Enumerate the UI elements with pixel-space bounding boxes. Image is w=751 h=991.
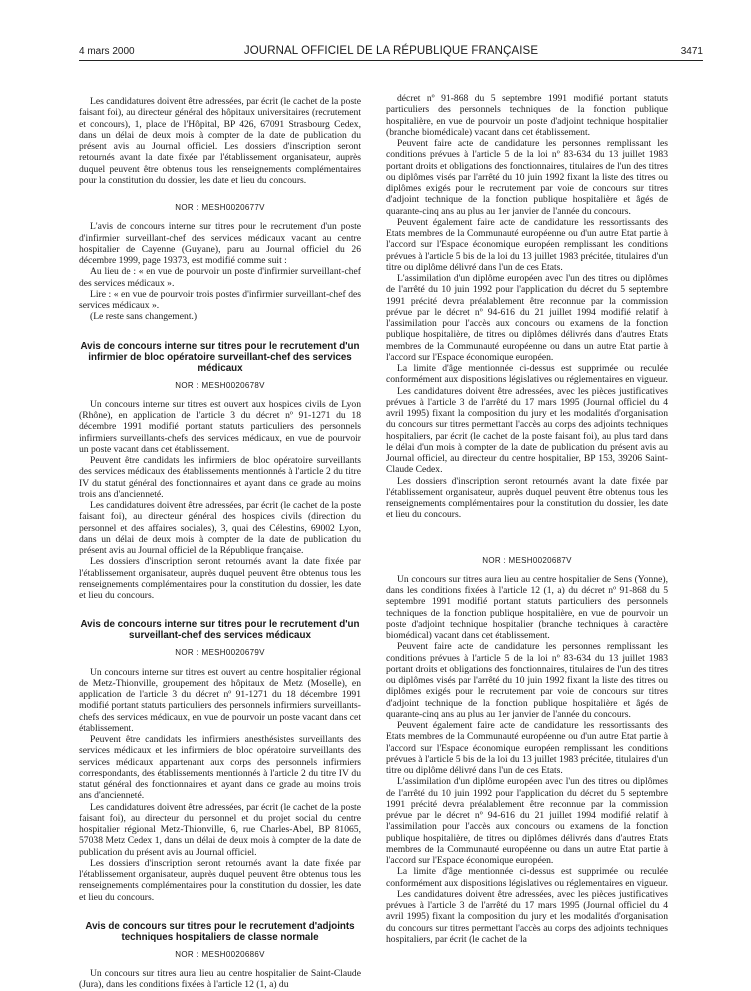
paragraph: Peuvent être candidats les infirmiers de bloc opératoire surveillants des services médicaux des établissements mentionnés à l'article 2 du titre IV du statut général des fonctionnaires et ayant dans ce grade au moins trois ans d'ancienneté. <box>79 455 361 500</box>
paragraph: Peuvent également faire acte de candidature les ressortissants des Etats membres de la Communauté européenne ou d'un autre Etat partie à l'accord sur l'Espace économique européen remplissant les conditions prévues à l'article 5 bis de la loi du 13 juillet 1983 précitée, titulaires d'un titre ou diplôme délivré dans l'un de ces Etats. <box>386 216 668 273</box>
nor-reference: NOR : MESH0020679V <box>175 648 265 658</box>
paragraph: Les dossiers d'inscription seront retournés avant la date fixée par l'établissement organisateur, auprès duquel peuvent être obtenus tous les renseignements complémentaires pour la constitution du dossier, les date et lieu du concours. <box>79 857 361 903</box>
section-title: Avis de concours interne sur titres pour le recrutement d'un infirmier de bloc opératoire surveillant-chef des services médicaux <box>80 340 360 374</box>
paragraph: Les dossiers d'inscription seront retournés avant la date fixée par l'établissement organisateur, auprès duquel peuvent être obtenus tous les renseignements complémentaires pour la constitution du dossier, les date et lieu du concours. <box>79 556 361 601</box>
nor-reference: NOR : MESH0020677V <box>175 203 265 212</box>
journal-title: JOURNAL OFFICIEL DE LA RÉPUBLIQUE FRANÇAISE <box>243 45 539 57</box>
paragraph: Un concours interne sur titres est ouvert aux hospices civils de Lyon (Rhône), en application de l'article 3 du décret nº 91-1271 du 18 décembre 1991 modifié portant statuts particuliers des personnels infirmiers surveillants-chefs des services médicaux, en vue de pourvoir un poste vacant dans cet établissement. <box>79 398 361 455</box>
paragraph: (Le reste sans changement.) <box>90 311 198 323</box>
paragraph: Les candidatures doivent être adressées, par écrit (le cachet de la poste faisant foi), au directeur général des hôpitaux universitaires (recrutement et concours), 1, place de l'Hôpital, BP 426, 67091 Strasbourg Cedex, dans un délai de deux mois à compter de la date de publication du présent avis au Journal officiel. Les dossiers d'inscription seront retournés avant la date fixée par l'établissement organisateur, auprès duquel peuvent être obtenus tous les renseignements complémentaires pour la constitution du dossier, les date et lieu du concours. <box>79 96 361 186</box>
paragraph: Lire : « en vue de pourvoir trois postes d'infirmier surveillant-chef des services médicaux ». <box>79 288 361 311</box>
page-number: 3471 <box>680 46 703 57</box>
paragraph: Peuvent être candidats les infirmiers anesthésistes surveillants des services médicaux et les infirmiers de bloc opératoire surveillants des services médicaux appartenant aux corps des personnels infirmiers correspondants, des établissements mentionnés à l'article 2 du titre IV du statut général des fonctionnaires et ayant dans ce grade au moins trois ans d'ancienneté. <box>79 734 361 802</box>
paragraph: Les candidatures doivent être adressées, avec les pièces justificatives prévues à l'article 3 de l'arrêté du 17 mars 1995 (Journal officiel du 4 avril 1995) fixant la composition du jury et les modalités d'organisation du concours sur titres permettant l'accès au corps des adjoints techniques hospitaliers, par écrit (le cachet de la <box>386 888 668 945</box>
section-title: Avis de concours sur titres pour le recrutement d'adjoints techniques hospitaliers de classe normale <box>85 920 355 943</box>
nor-reference: NOR : MESH0020687V <box>482 555 572 565</box>
nor-reference: NOR : MESH0020678V <box>175 380 265 390</box>
paragraph: La limite d'âge mentionnée ci-dessus est supprimée ou reculée conformément aux dispositions législatives ou réglementaires en vigueur. <box>386 866 668 889</box>
paragraph: La limite d'âge mentionnée ci-dessus est supprimée ou reculée conformément aux dispositions législatives ou réglementaires en vigueur. <box>386 363 668 386</box>
paragraph: Les candidatures doivent être adressées, avec les pièces justificatives prévues à l'article 3 de l'arrêté du 17 mars 1995 (Journal officiel du 4 avril 1995) fixant la composition du jury et les modalités d'organisation du concours sur titres permettant l'accès au corps des adjoints techniques hospitaliers, par écrit (le cachet de la poste faisant foi), au plus tard dans le délai d'un mois à compter de la date de publication du présent avis au Journal officiel, au directeur du centre hospitalier, BP 153, 39206 Saint-Claude Cedex. <box>386 385 668 476</box>
nor-reference: NOR : MESH0020686V <box>175 949 265 959</box>
paragraph: Peuvent faire acte de candidature les personnes remplissant les conditions prévues à l'article 5 de la loi nº 83-634 du 13 juillet 1983 portant droits et obligations des fonctionnaires, titulaires de l'un des titres ou diplômes visés par l'arrêté du 10 juin 1992 fixant la liste des titres ou diplômes exigés pour le recrutement par voie de concours sur titres d'adjoint technique de la fonction publique hospitalière et âgés de quarante-cinq ans au plus au 1er janvier de l'année du concours. <box>386 138 668 217</box>
page-header <box>79 44 703 60</box>
paragraph: Un concours sur titres aura lieu au centre hospitalier de Sens (Yonne), dans les conditions fixées à l'article 12 (1, a) du décret nº 91-868 du 5 septembre 1991 modifié portant statuts particuliers des personnels techniques de la fonction publique hospitalière, en vue de pourvoir un poste d'adjoint technique hospitalier (branche techniques à caractère biomédical) vacant dans cet établissement. <box>386 573 668 641</box>
paragraph: décret nº 91-868 du 5 septembre 1991 modifié portant statuts particuliers des personnels techniques de la fonction publique hospitalière, en vue de pourvoir un poste d'adjoint technique hospitalier (branche biomédicale) vacant dans cet établissement. <box>386 93 668 138</box>
left-column <box>79 96 361 991</box>
paragraph: Au lieu de : « en vue de pourvoir un poste d'infirmier surveillant-chef des services médicaux ». <box>79 266 361 289</box>
paragraph: L'avis de concours interne sur titres pour le recrutement d'un poste d'infirmier surveillant-chef des services médicaux vacant au centre hospitalier de Cayenne (Guyane), paru au Journal officiel du 26 décembre 1999, page 19373, est modifié comme suit : <box>79 221 361 266</box>
paragraph: L'assimilation d'un diplôme européen avec l'un des titres ou diplômes de l'arrêté du 10 juin 1992 pour l'application du décret du 5 septembre 1991 précité devra préalablement être reconnue par la commission prévue par le décret nº 94-616 du 21 juillet 1994 modifié relatif à l'assimilation pour l'accès aux concours ou examens de la fonction publique hospitalière, de titres ou diplômes délivrés dans d'autres Etats membres de la Communauté européenne ou dans un autre Etat partie à l'accord sur l'Espace économique européen. <box>386 273 668 363</box>
right-column <box>386 93 668 945</box>
section-title: Avis de concours interne sur titres pour le recrutement d'un surveillant-chef des services médicaux <box>80 619 360 642</box>
paragraph: Les candidatures doivent être adressées, par écrit (le cachet de la poste faisant foi), au directeur général des hospices civils (direction du personnel et des affaires sociales), 3, quai des Célestins, 69002 Lyon, dans un délai de deux mois à compter de la date de publication du présent avis au Journal officiel de la République française. <box>79 500 361 556</box>
paragraph: Les candidatures doivent être adressées, par écrit (le cachet de la poste faisant foi), au directeur du personnel et du projet social du centre hospitalier régional Metz-Thionville, 6, rue Charles-Abel, BP 81065, 57038 Metz Cedex 1, dans un délai de deux mois à compter de la date de publication du présent avis au Journal officiel. <box>79 801 361 858</box>
paragraph: Les dossiers d'inscription seront retournés avant la date fixée par l'établissement organisateur, auprès duquel peuvent être obtenus tous les renseignements complémentaires pour la constitution du dossier, les date et lieu du concours. <box>386 475 668 521</box>
header-date: 4 mars 2000 <box>79 46 135 57</box>
paragraph: Peuvent faire acte de candidature les personnes remplissant les conditions prévues à l'article 5 de la loi nº 83-634 du 13 juillet 1983 portant droits et obligations des fonctionnaires, titulaires de l'un des titres ou diplômes visés par l'arrêté du 10 juin 1992 fixant la liste des titres ou diplômes exigés pour le recrutement par voie de concours sur titres d'adjoint technique de la fonction publique hospitalière et âgés de quarante-cinq ans au plus au 1er janvier de l'année du concours. <box>386 641 668 720</box>
paragraph: Peuvent également faire acte de candidature les ressortissants des Etats membres de la Communauté européenne ou d'un autre Etat partie à l'accord sur l'Espace économique européen remplissant les conditions prévues à l'article 5 bis de la loi du 13 juillet 1983 précitée, titulaires d'un titre ou diplôme délivré dans l'un de ces Etats. <box>386 720 668 776</box>
paragraph: Un concours sur titres aura lieu au centre hospitalier de Saint-Claude (Jura), dans les conditions fixées à l'article 12 (1, a) du <box>79 968 361 991</box>
header-rule <box>79 60 703 61</box>
paragraph: Un concours interne sur titres est ouvert au centre hospitalier régional de Metz-Thionville, groupement des hôpitaux de Metz (Moselle), en application de l'article 3 du décret nº 91-1271 du 18 décembre 1991 modifié portant statuts particuliers des personnels infirmiers surveillants-chefs des services médicaux, en vue de pourvoir un poste vacant dans cet établissement. <box>79 666 361 734</box>
paragraph: L'assimilation d'un diplôme européen avec l'un des titres ou diplômes de l'arrêté du 10 juin 1992 pour l'application du décret du 5 septembre 1991 précité devra préalablement être reconnue par la commission prévue par le décret nº 94-616 du 21 juillet 1994 modifié relatif à l'assimilation pour l'accès aux concours ou examens de la fonction publique hospitalière, de titres ou diplômes délivrés dans d'autres Etats membres de la Communauté européenne ou dans un autre Etat partie à l'accord sur l'Espace économique européen. <box>386 776 668 866</box>
